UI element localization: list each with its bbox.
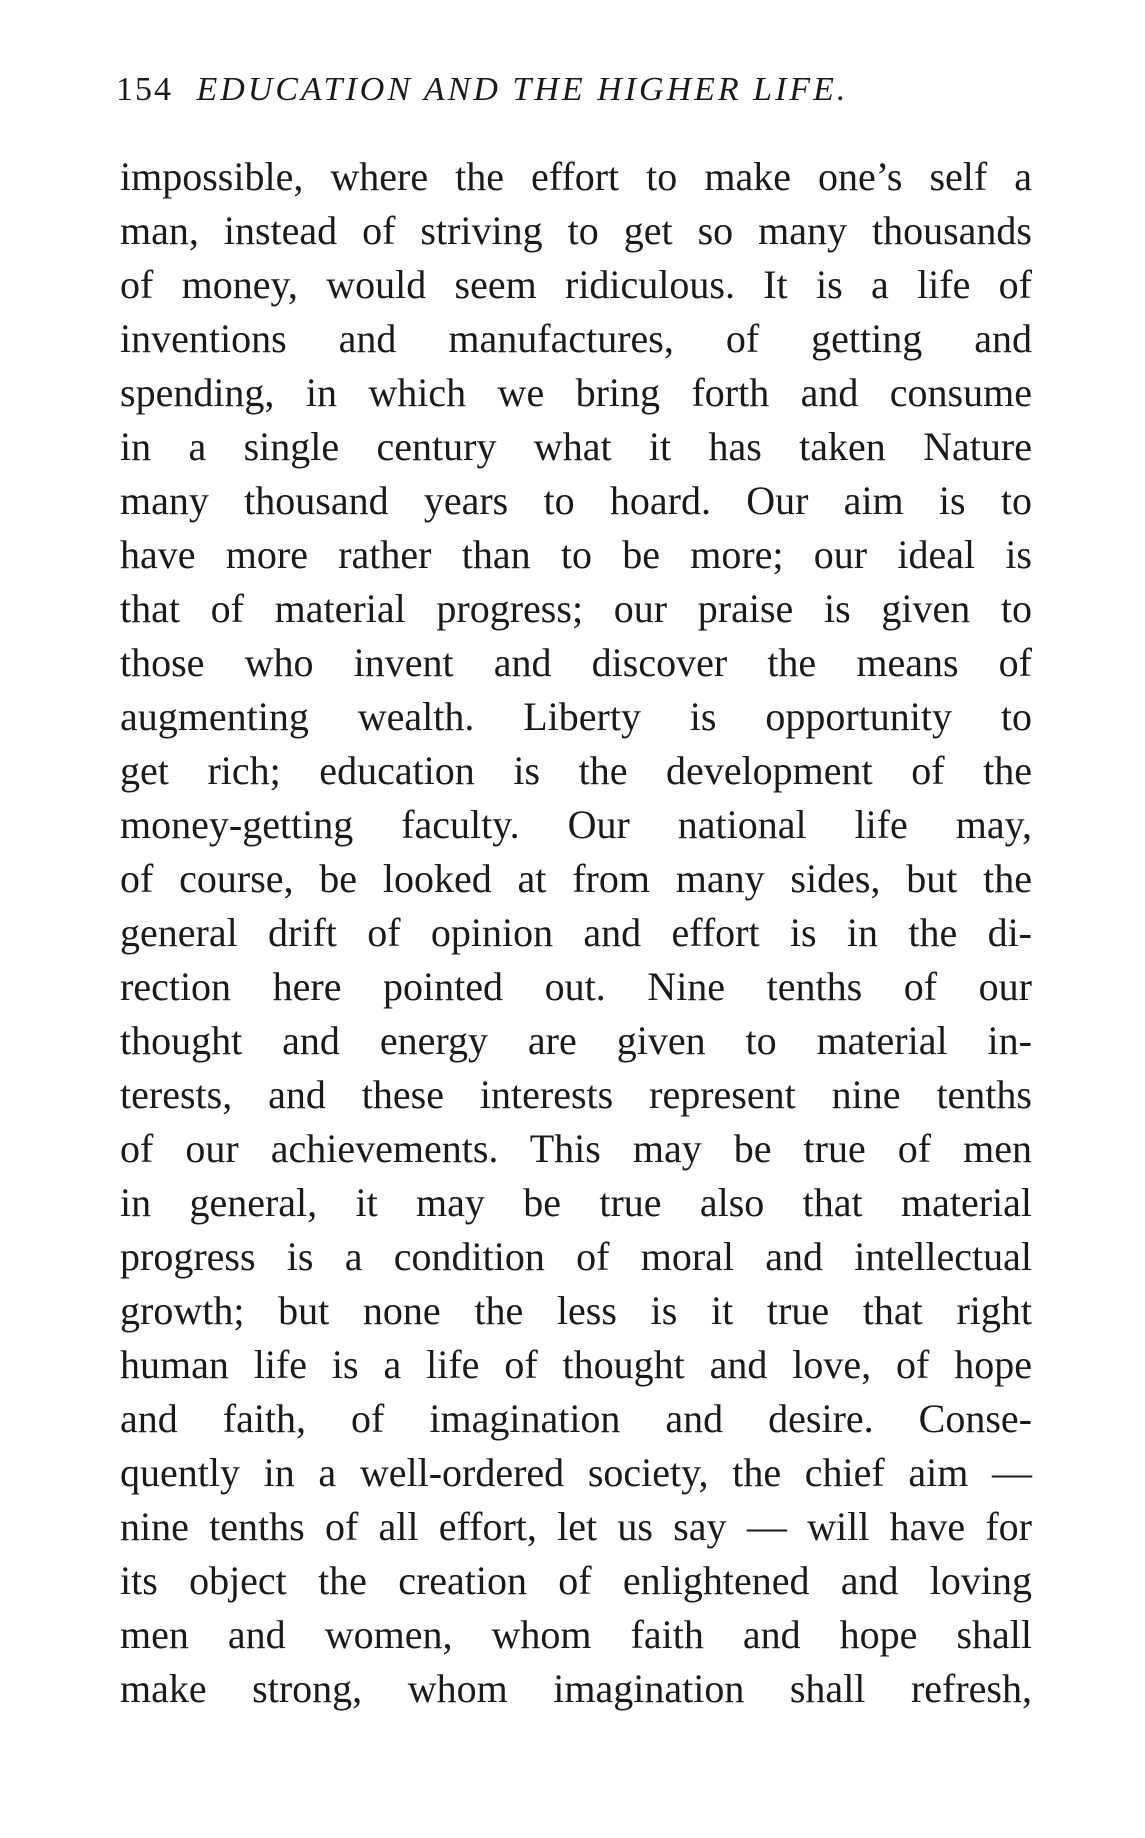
running-title: EDUCATION AND THE HIGHER LIFE. bbox=[196, 71, 849, 108]
text-line: those who invent and discover the means of bbox=[120, 640, 1032, 685]
text-line: nine tenths of all effort, let us say — will have for bbox=[120, 1504, 1032, 1549]
text-line: money-getting faculty. Our national life may, bbox=[120, 802, 1032, 847]
text-line: spending, in which we bring forth and consume bbox=[120, 370, 1032, 415]
text-line: thought and energy are given to material in- bbox=[120, 1018, 1032, 1063]
text-line: general drift of opinion and effort is in the di- bbox=[120, 910, 1032, 955]
text-line: many thousand years to hoard. Our aim is to bbox=[120, 478, 1032, 523]
body-text bbox=[120, 150, 1032, 1716]
text-line: inventions and manufactures, of getting and bbox=[120, 316, 1032, 361]
text-line: men and women, whom faith and hope shall bbox=[120, 1612, 1032, 1657]
text-line: growth; but none the less is it true that right bbox=[120, 1288, 1032, 1333]
text-line: human life is a life of thought and love, of hope bbox=[120, 1342, 1032, 1387]
text-line: augmenting wealth. Liberty is opportunity to bbox=[120, 694, 1032, 739]
text-line: impossible, where the effort to make one’s self a bbox=[120, 154, 1032, 199]
text-line: make strong, whom imagination shall refresh, bbox=[120, 1666, 1032, 1711]
running-head bbox=[116, 62, 1026, 118]
text-line: get rich; education is the development of the bbox=[120, 748, 1032, 793]
text-line: man, instead of striving to get so many thousands bbox=[120, 208, 1032, 253]
text-line: of our achievements. This may be true of men bbox=[120, 1126, 1032, 1171]
text-line: its object the creation of enlightened and loving bbox=[120, 1558, 1032, 1603]
text-line: rection here pointed out. Nine tenths of our bbox=[120, 964, 1032, 1009]
text-line: and faith, of imagination and desire. Conse- bbox=[120, 1396, 1032, 1441]
text-line: that of material progress; our praise is given to bbox=[120, 586, 1032, 631]
text-line: of money, would seem ridiculous. It is a life of bbox=[120, 262, 1032, 307]
page-number: 154 bbox=[116, 71, 173, 108]
text-line: quently in a well-ordered society, the chief aim — bbox=[120, 1450, 1032, 1495]
text-line: in a single century what it has taken Nature bbox=[120, 424, 1032, 469]
text-line: of course, be looked at from many sides, but the bbox=[120, 856, 1032, 901]
text-line: in general, it may be true also that material bbox=[120, 1180, 1032, 1225]
text-line: terests, and these interests represent nine tenths bbox=[120, 1072, 1032, 1117]
text-line: progress is a condition of moral and intellectual bbox=[120, 1234, 1032, 1279]
text-line: have more rather than to be more; our ideal is bbox=[120, 532, 1032, 577]
